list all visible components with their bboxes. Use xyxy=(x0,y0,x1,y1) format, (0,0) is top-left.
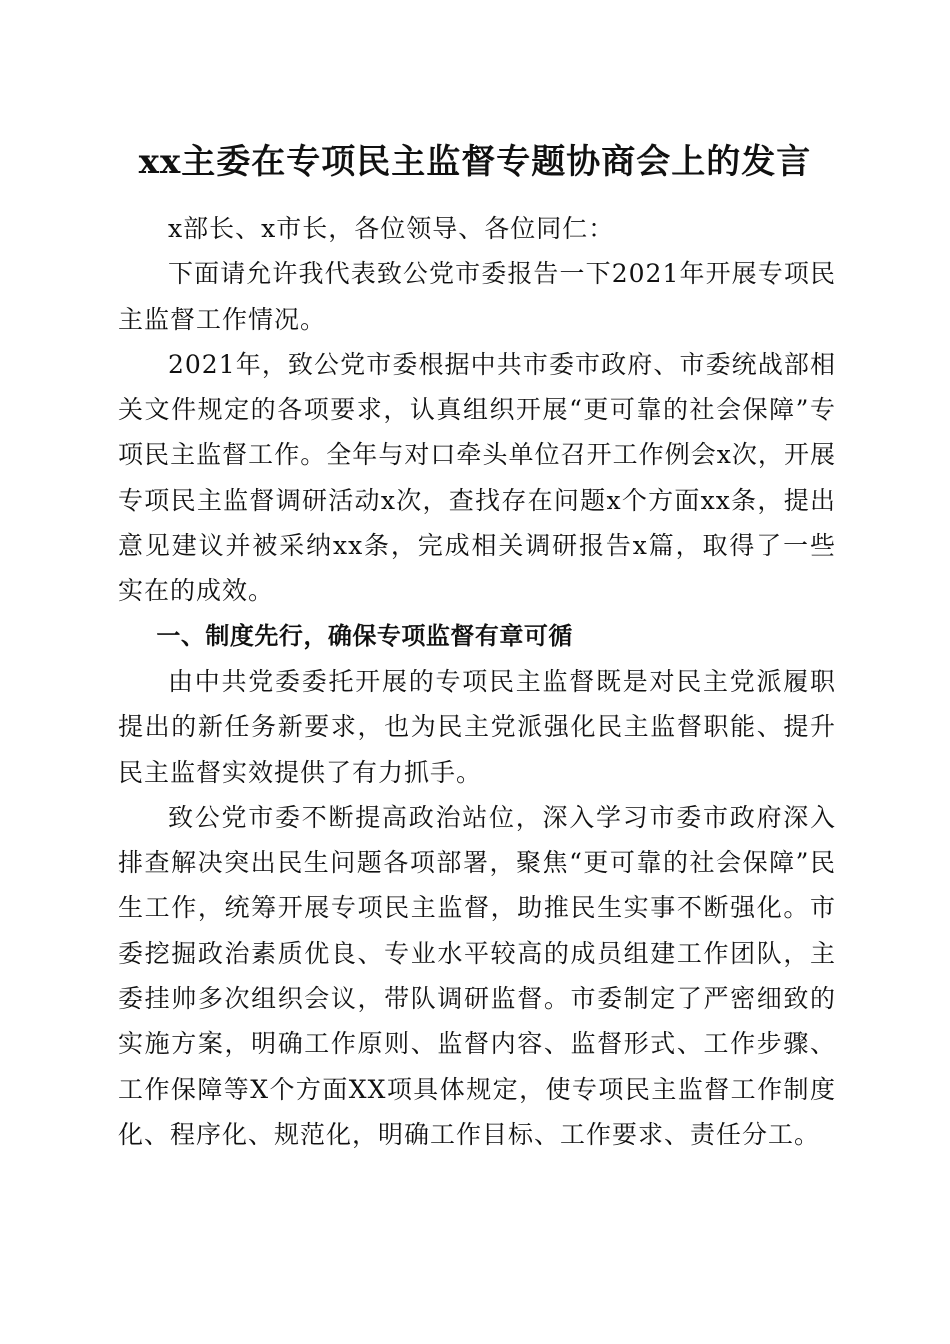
salutation: x部长、x市长，各位领导、各位同仁： xyxy=(168,214,615,243)
section-heading: 一、制度先行，确保专项监督有章可循 xyxy=(156,621,573,650)
document-title: xx主委在专项民主监督专题协商会上的发言 xyxy=(138,142,812,182)
summary-paragraph: 2021年，致公党市委根据中共市委市政府、市委统战部相关文件规定的各项要求，认真组织开展“更可靠的社会保障”专项民主监督工作。全年与对口牵头单位召开工作例会x次，开展专项民主监督调研活动x次，查找存在问题x个方面xx条，提出意见建议并被采纳xx条，完成相关调研报告x篇，取得了一些实在的成效。 xyxy=(118,349,836,606)
section-paragraph: 由中共党委委托开展的专项民主监督既是对民主党派履职提出的新任务新要求，也为民主党派强化民主监督职能、提升民主监督实效提供了有力抓手。 xyxy=(118,666,836,787)
document-body xyxy=(118,206,836,1157)
section-paragraph: 致公党市委不断提高政治站位，深入学习市委市政府深入排查解决突出民生问题各项部署，聚焦“更可靠的社会保障”民生工作，统筹开展专项民主监督，助推民生实事不断强化。市委挖掘政治素质优良、专业水平较高的成员组建工作团队，主委挂帅多次组织会议，带队调研监督。市委制定了严密细致的实施方案，明确工作原则、监督内容、监督形式、工作步骤、工作保障等X个方面XX项具体规定，使专项民主监督工作制度化、程序化、规范化，明确工作目标、工作要求、责任分工。 xyxy=(118,802,836,1149)
intro-paragraph: 下面请允许我代表致公党市委报告一下2021年开展专项民主监督工作情况。 xyxy=(118,259,836,334)
